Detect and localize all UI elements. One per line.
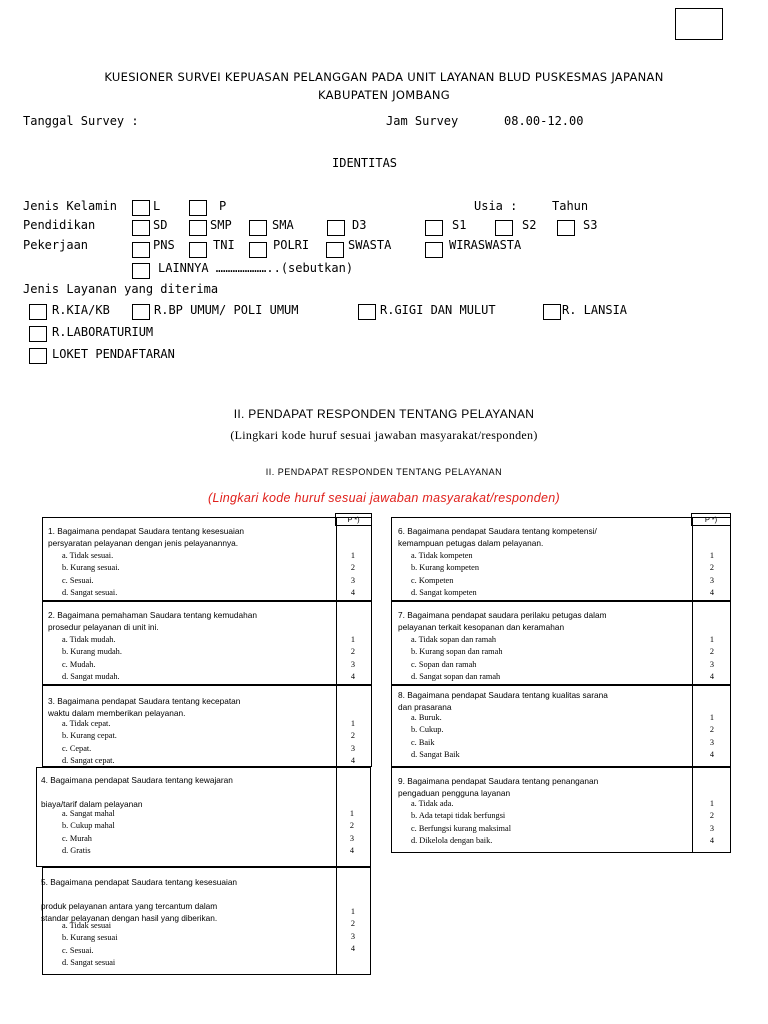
question-3-box (42, 685, 372, 767)
job-option-swasta: SWASTA (348, 238, 392, 252)
service-option-bp-umum: R.BP UMUM/ POLI UMUM (154, 303, 299, 317)
question-4-scores: 1 2 3 4 (349, 809, 355, 855)
job-checkbox-tni[interactable] (189, 242, 207, 258)
education-label: Pendidikan (23, 218, 96, 232)
job-checkbox-lainnya[interactable] (132, 263, 150, 279)
job-option-wiraswasta: WIRASWASTA (449, 238, 522, 252)
section2-instruction-red: (Lingkari kode huruf sesuai jawaban masyarakat/responden) (207, 491, 560, 505)
option[interactable]: a. Tidak sesuai. (62, 551, 114, 560)
service-checkbox-bp-umum[interactable] (132, 304, 150, 320)
option[interactable]: a. Tidak sopan dan ramah (411, 635, 497, 644)
option[interactable]: c. Kompeten (411, 575, 454, 585)
job-checkbox-pns[interactable] (132, 242, 150, 258)
question-5-box (42, 867, 371, 975)
survey-date-label: Tanggal Survey : (23, 114, 139, 128)
option[interactable]: d. Sangat mudah. (62, 671, 120, 681)
question-5-options (62, 920, 118, 969)
option[interactable]: d. Sangat Baik (411, 749, 460, 759)
section2-instruction: (Lingkari kode huruf sesuai jawaban masyarakat/responden) (230, 428, 538, 442)
question-5-text: 5. Bagaimana pendapat Saudara tentang kesesuaian produk pelayanan antara yang tercantum dalam standar pelayanan dengan hasil yang diberikan. (41, 877, 238, 923)
option[interactable]: a. Buruk. (411, 713, 442, 722)
education-option-s1: S1 (452, 218, 467, 232)
option[interactable]: c. Sesuai. (62, 575, 94, 585)
option[interactable]: a. Tidak cepat. (62, 719, 111, 728)
corner-code-box[interactable] (675, 8, 723, 40)
option[interactable]: b. Cukup. (411, 725, 444, 735)
option[interactable]: b. Kurang sesuai. (62, 563, 120, 573)
question-8-options (411, 712, 460, 761)
option[interactable]: c. Cepat. (62, 743, 92, 753)
option[interactable]: b. Kurang sesuai (62, 933, 118, 943)
job-option-pns: PNS (153, 238, 175, 252)
education-option-s2: S2 (522, 218, 537, 232)
option[interactable]: b. Kurang cepat. (62, 731, 117, 741)
question-6-text: 6. Bagaimana pendapat Saudara tentang kompetensi/ kemampuan petugas dalam pelayanan. (398, 526, 597, 548)
option[interactable]: d. Sangat kompeten (411, 587, 477, 597)
question-2-scores: 1 2 3 4 (350, 635, 356, 681)
education-option-s3: S3 (583, 218, 598, 232)
age-unit: Tahun (552, 199, 589, 213)
option[interactable]: a. Tidak ada. (411, 799, 454, 808)
option[interactable]: c. Berfungsi kurang maksimal (411, 823, 512, 833)
question-8-box (391, 685, 731, 767)
question-6-scores: 1 2 3 4 (709, 551, 715, 597)
job-label: Pekerjaan (23, 238, 89, 252)
education-checkbox-s2[interactable] (495, 220, 513, 236)
question-4-options (62, 808, 115, 857)
education-checkbox-sma[interactable] (249, 220, 267, 236)
question-8-scores: 1 2 3 4 (709, 713, 715, 759)
service-checkbox-kia[interactable] (29, 304, 47, 320)
service-option-lab: R.LABORATURIUM (52, 325, 154, 339)
question-6-box (391, 517, 731, 601)
job-option-polri: POLRI (273, 238, 310, 252)
question-7-options (411, 634, 502, 683)
job-checkbox-wiraswasta[interactable] (425, 242, 443, 258)
service-checkbox-gigi[interactable] (358, 304, 376, 320)
service-checkbox-lab[interactable] (29, 326, 47, 342)
question-1-scores: 1 2 3 4 (350, 551, 356, 597)
survey-time-value: 08.00-12.00 (504, 114, 584, 128)
option[interactable]: b. Ada tetapi tidak berfungsi (411, 811, 506, 821)
survey-time-label: Jam Survey (386, 114, 459, 128)
education-checkbox-sd[interactable] (132, 220, 150, 236)
option[interactable]: b. Kurang kompeten (411, 563, 479, 573)
age-label: Usia : (474, 199, 518, 213)
option[interactable]: a. Tidak sesuai (62, 921, 112, 930)
option[interactable]: d. Sangat sopan dan ramah (411, 671, 501, 681)
p-header-right: P *) (704, 515, 718, 524)
option[interactable]: b. Kurang mudah. (62, 647, 122, 657)
question-2-options (62, 634, 122, 683)
question-7-scores: 1 2 3 4 (709, 635, 715, 681)
service-option-gigi: R.GIGI DAN MULUT (380, 303, 496, 317)
title-line-1: KUESIONER SURVEI KEPUASAN PELANGGAN PADA UNIT LAYANAN BLUD PUSKESMAS JAPANAN (104, 70, 664, 84)
question-3-text: 3. Bagaimana pendapat Saudara tentang kecepatan waktu dalam memberikan pelayanan. (48, 696, 241, 718)
question-3-scores: 1 2 3 4 (350, 719, 356, 765)
question-2-box (42, 601, 372, 685)
section2-heading: II. PENDAPAT RESPONDEN TENTANG PELAYANAN (233, 407, 535, 421)
question-1-options (62, 550, 120, 599)
question-7-text: 7. Bagaimana pendapat saudara perilaku petugas dalam pelayanan terkait kesopanan dan keramahan (398, 610, 607, 632)
question-4-text: 4. Bagaimana pendapat Saudara tentang kewajaran biaya/tarif dalam pelayanan (41, 775, 233, 809)
education-option-smp: SMP (210, 218, 232, 232)
gender-option-p: P (219, 199, 227, 213)
question-9-box (391, 767, 731, 853)
education-checkbox-d3[interactable] (327, 220, 345, 236)
option[interactable]: d. Sangat sesuai. (62, 587, 118, 597)
question-1-box (42, 517, 372, 601)
question-4-box (36, 767, 371, 867)
job-checkbox-swasta[interactable] (326, 242, 344, 258)
education-option-d3: D3 (352, 218, 367, 232)
option[interactable]: c. Mudah. (62, 659, 96, 669)
option[interactable]: d. Dikelola dengan baik. (411, 835, 493, 845)
education-checkbox-s3[interactable] (557, 220, 575, 236)
question-3-options (62, 718, 117, 767)
education-checkbox-smp[interactable] (189, 220, 207, 236)
question-6-options (411, 550, 479, 599)
job-option-lainnya: LAINNYA …………………..(sebutkan) (158, 261, 354, 275)
gender-checkbox-l[interactable] (132, 200, 150, 216)
option[interactable]: b. Kurang sopan dan ramah (411, 647, 503, 657)
gender-label: Jenis Kelamin (23, 199, 117, 213)
gender-checkbox-p[interactable] (189, 200, 207, 216)
question-7-box (391, 601, 731, 685)
title-line-2: KABUPATEN JOMBANG (318, 88, 450, 102)
service-checkbox-loket[interactable] (29, 348, 47, 364)
question-9-scores: 1 2 3 4 (709, 799, 715, 845)
option[interactable]: b. Cukup mahal (62, 821, 115, 831)
question-5-scores: 1 2 3 4 (350, 907, 356, 953)
service-label: Jenis Layanan yang diterima (23, 282, 219, 296)
education-checkbox-s1[interactable] (425, 220, 443, 236)
p-header-left: P *) (347, 515, 360, 524)
education-option-sd: SD (153, 218, 168, 232)
service-option-loket: LOKET PENDAFTARAN (52, 347, 175, 361)
option[interactable]: d. Gratis (62, 845, 91, 855)
question-2-text: 2. Bagaimana pemahaman Saudara tentang kemudahan prosedur pelayanan di unit ini. (48, 610, 257, 632)
option[interactable]: c. Murah (62, 833, 92, 843)
option[interactable]: d. Sangat cepat. (62, 755, 115, 765)
education-option-sma: SMA (272, 218, 294, 232)
question-9-options (411, 798, 511, 847)
section2-heading-small: II. PENDAPAT RESPONDEN TENTANG PELAYANAN (265, 467, 503, 477)
question-9-text: 9. Bagaimana pendapat Saudara tentang penanganan pengaduan pengguna layanan (398, 776, 599, 798)
option[interactable]: a. Tidak kompeten (411, 551, 473, 560)
option[interactable]: a. Sangat mahal (62, 809, 115, 818)
option[interactable]: c. Sesuai. (62, 945, 94, 955)
question-8-text: 8. Bagaimana pendapat Saudara tentang kualitas sarana dan prasarana (398, 690, 608, 712)
job-option-tni: TNI (213, 238, 235, 252)
gender-option-l: L (153, 199, 161, 213)
question-1-text: 1. Bagaimana pendapat Saudara tentang kesesuaian persyaratan pelayanan dengan jenis pelayanannya. (48, 526, 245, 548)
service-option-kia: R.KIA/KB (52, 303, 110, 317)
job-checkbox-polri[interactable] (249, 242, 267, 258)
service-option-lansia: R. LANSIA (562, 303, 628, 317)
option[interactable]: a. Tidak mudah. (62, 635, 116, 644)
service-checkbox-lansia[interactable] (543, 304, 561, 320)
option[interactable]: d. Sangat sesuai (62, 957, 116, 967)
option[interactable]: c. Sopan dan ramah (411, 659, 477, 669)
option[interactable]: c. Baik (411, 737, 435, 747)
identitas-heading: IDENTITAS (332, 156, 398, 170)
